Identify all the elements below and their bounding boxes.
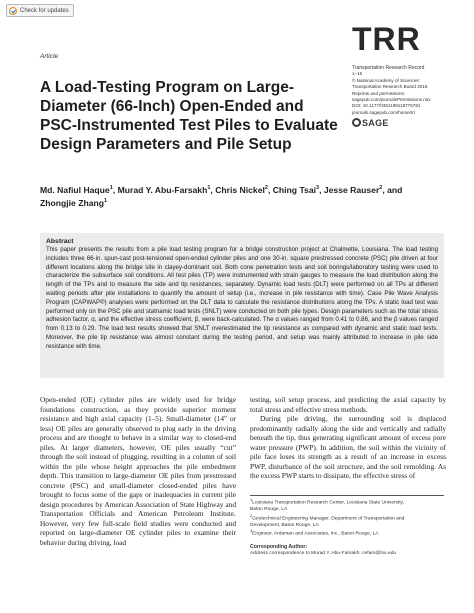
affiliation-number: 1 <box>250 498 253 502</box>
abstract-box <box>40 233 444 378</box>
author-name: Jesse Rauser <box>323 185 380 195</box>
affiliation-line: Development, Baton Rouge, LA <box>250 522 319 528</box>
author-affiliation-mark: 1 <box>109 185 113 192</box>
body-paragraph: testing, soil setup process, and predicting the axial capacity by total stress and effective stress methods. <box>250 395 446 414</box>
author-list: Md. Nafiul Haque$^1$, Murad Y. Abu-Farsakh$^1$, Chris Nickel$^2$, Ching Tsai$^3$, Jesse Rauser$^2$, and Zhongjie Zhang$^1$ <box>40 185 403 208</box>
article-type-label: Article <box>40 53 59 60</box>
affiliation-line: Baton Rouge, LA <box>250 507 288 513</box>
journal-info-line: © National Academy of Sciences: <box>352 77 420 83</box>
doi-line: DOI: 10.1177/0361198118776781 <box>352 103 421 109</box>
journal-info-line: 1–16 <box>352 71 363 77</box>
journal-info-line: Reprints and permissions: <box>352 90 406 96</box>
author-affiliation-mark: 1 <box>103 197 108 204</box>
author-affiliation-mark: 3 <box>316 185 320 192</box>
author-affiliation-mark: 1 <box>207 185 211 192</box>
check-for-updates-badge[interactable] <box>6 4 74 17</box>
author-name: Murad Y. Abu-Farsakh <box>117 185 208 195</box>
update-check-icon <box>9 7 17 15</box>
body-column-right <box>250 395 446 481</box>
affiliation-number: 2 <box>250 513 253 518</box>
author-name: Chris Nickel <box>215 185 265 195</box>
journal-logo: TRR <box>352 21 421 57</box>
journal-info-line: Transportation Research Record <box>352 65 425 71</box>
affiliation-line: Geotechnical Engineering Manager, Department of Transportation and <box>252 516 405 522</box>
corresponding-author-text: Address correspondence to Murad Y. Abu-Farsakh: cefars@lsu.edu <box>250 550 397 556</box>
affiliation-line: Engineer, Ardaman and Associates, Inc., Baton Rouge, LA <box>252 531 379 537</box>
footnote-divider <box>250 495 444 496</box>
abstract-heading: Abstract <box>46 238 74 245</box>
check-for-updates-label: Check for updates <box>20 7 69 14</box>
corresponding-author-heading: Corresponding Author: <box>250 544 308 551</box>
body-paragraph: Open-ended (OE) cylinder piles are widely used for bridge foundations construction, as they provide superior moment resistance and high axial capacity (1–5). Small-diameter (14″ or less) OE piles are generally observed to plug early in the driving process and are thought to behave in a similar way to closed-end piles. At larger diameters, however, OE piles usually “cut” through the soil instead of plugging, resulting in a column of soil within the pile whose height approaches the pile embedment depth. This transition to large-diameter OE piles from prestressed concrete (PSC) and small-diameter closed-ended piles have brought to focus some of the gaps or inadequacies in current pile design procedures by American Association of State Highway and Transportation Officials and American Petroleum Institute. However, very few full-scale field studies were conducted and reported on large-diameter OE cylinder piles to examine their behavior during driving, load <box>40 395 236 547</box>
journal-info-line: Transportation Research Board 2018 <box>352 84 428 90</box>
body-paragraph: During pile driving, the surrounding soil is displaced predominantly radially along the side and vertically and radially beneath the tip, thus generating significant amount of excess pore water pressure (PWP). In addition, the soil within the vicinity of pile face loses its strength as a result of an increase in excess PWP, disturbance of the soil structure, and the soil remolding. As the excess PWP starts to dissipate, the effective stress of <box>250 414 446 480</box>
affiliation-line: Louisiana Transportation Research Center, Louisiana State University, <box>252 500 404 506</box>
author-affiliation-mark: 2 <box>379 185 383 192</box>
affiliation-item <box>250 513 446 530</box>
affiliation-number: 3 <box>250 529 253 534</box>
publisher-logo <box>352 118 464 127</box>
author-name: Md. Nafiul Haque <box>40 185 110 195</box>
sage-logo-icon <box>352 118 361 127</box>
paper-title: A Load-Testing Program on Large-Diameter (66-Inch) Open-Ended and PSC-Instrumented Test Piles to Evaluate Design Parameters and Pile Setup <box>40 79 338 153</box>
affiliation-item <box>250 531 446 538</box>
body-column-left <box>40 395 236 547</box>
abstract-text: This paper presents the results from a pile load testing program for a bridge construction project at Chalmette, Louisiana. The load testing includes three 66-in. spun-cast post-tensioned open-ended cylinder piles and one 30-in. square prestressed concrete (PSC) pile driven at four different locations along the bridge site in clayey-dominant soil. Both cone penetration tests and soil borings/laboratory testing were used to characterize the subsurface soil conditions. All test piles (TP) were instrumented with strain gauges to measure the load distribution along the length of the TPs and to measure the side and tip resistances, separately. Dynamic load tests (DLT) were performed on all TPs at different waiting periods after pile installations to quantify the amount of setup (i.e., increase in pile resistance with time). Case Pile Wave Analysis Program (CAPWAP®) analyses were performed on the DLT data to calculate the resistance distributions along the TPs. A static load test was performed only on the PSC pile and statnamic load tests (SNLT) were conducted on both pile types. Design parameters such as the total stress adhesion factor, α, and the effective stress coefficient, β, were back-calculated. The α values ranged from 0.41 to 0.86, and the β values ranged from 0.13 to 0.29. The load test results showed that SNLT overestimated the tip resistance as compared with dynamic and static load tests. Moreover, the pile tip resistance was almost constant during the testing period, and setup was mainly attributed to increase in pile side resistance with time. <box>46 246 438 350</box>
affiliation-list <box>250 500 446 538</box>
author-name: Zhongjie Zhang <box>40 197 104 208</box>
publisher-logo-text: SAGE <box>362 117 389 128</box>
author-affiliation-mark: 2 <box>264 185 268 192</box>
journal-info-line: sagepub.com/journalsPermissions.nav <box>352 97 431 103</box>
affiliation-item <box>250 500 446 514</box>
affiliations-block <box>250 500 446 557</box>
journal-info-block <box>352 65 464 127</box>
journal-url-line: journals.sagepub.com/home/trr <box>352 109 416 115</box>
author-name: Ching Tsai <box>272 185 317 195</box>
